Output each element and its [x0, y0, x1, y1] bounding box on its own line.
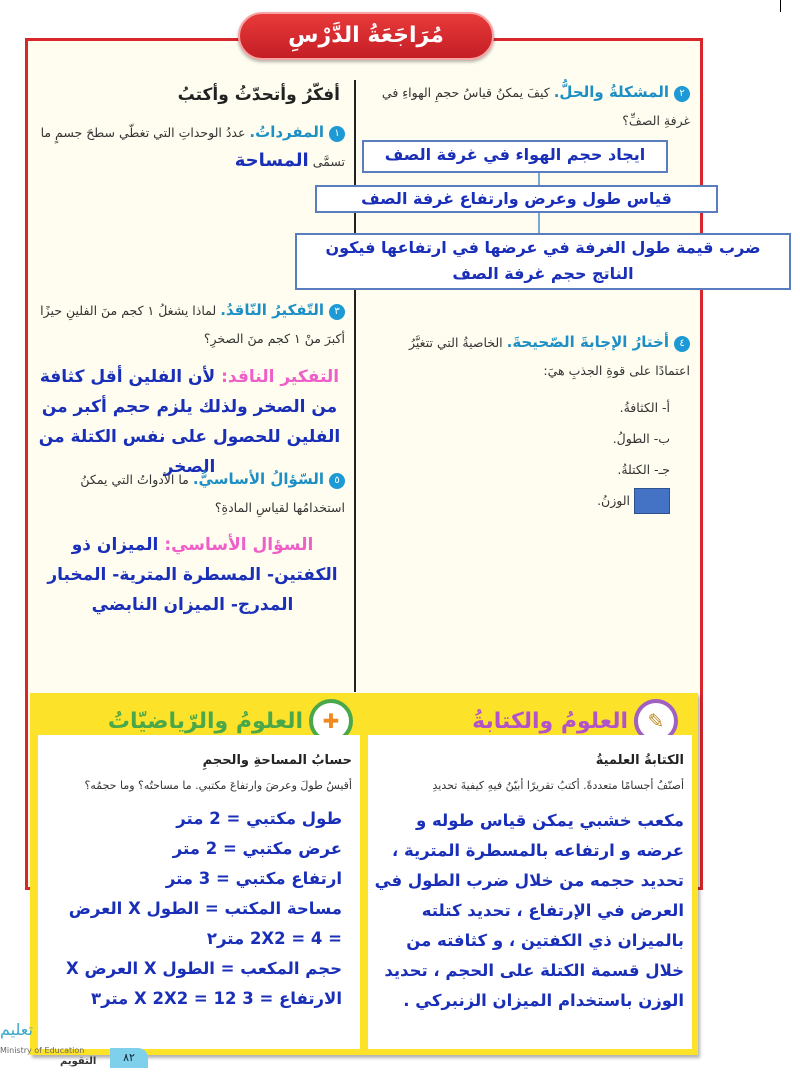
top-right-mark [780, 0, 781, 12]
question-5 [35, 465, 345, 522]
math-line: مساحة المكتب = الطول X العرض [68, 899, 342, 918]
option-d[interactable]: الوزنُ. [500, 485, 670, 516]
question-label: أختارُ الإجابةَ الصّحيحةَ. [506, 333, 669, 351]
number-badge: ١ [329, 126, 345, 142]
question-3 [35, 296, 345, 353]
math-line: = 2X2 = 4 متر٢ [206, 929, 342, 948]
flow-arrow [538, 213, 540, 233]
question-4 [375, 328, 690, 385]
page-title: مُرَاجَعَةُ الدَّرْسِ [238, 12, 494, 60]
math-title: العلومُ والرّياضيّاتُ [107, 708, 303, 734]
writing-answer: مكعب خشبي يمكن قياس طوله و عرضه و ارتفاعه بالمسطرة المترية ، تحديد حجمه من خلال ضرب الطول في العرض في الإرتفاع ، تحديد كتلته بالميزان ذي الكفتين ، و كثافته من خلال قسمة الكتلة على الحجم ، تحديد الوزن باستخدام الميزان الزنبركي . [374, 811, 684, 1010]
question-2 [375, 78, 690, 135]
column-divider [354, 80, 356, 692]
answer-marker [634, 488, 670, 514]
enrichment-section [30, 693, 698, 1055]
number-badge: ٤ [674, 336, 690, 352]
writing-title: العلومُ والكتابةُ [472, 708, 628, 734]
math-subtitle: حسابُ المساحةِ والحجمِ [202, 753, 352, 768]
number-badge: ٥ [329, 473, 345, 489]
question-text: لماذا يشغلُ ١ كجم منَ الفلينِ حيزًا أكبرَ منْ ١ كجم منَ الصخرِ؟ [40, 303, 345, 346]
math-panel [38, 735, 360, 1049]
option-a[interactable]: أ- الكثافةُ. [619, 400, 670, 415]
math-line: ارتفاع مكتبي = 3 متر [165, 869, 342, 888]
question-label: المشكلةُ والحلُّ. [553, 83, 669, 101]
plus-math-icon: ✚ [309, 699, 353, 743]
options-list [500, 392, 670, 516]
flow-step-3: ضرب قيمة طول الغرفة في عرضها في ارتفاعها فيكون الناتج حجم غرفة الصف [295, 233, 791, 290]
pencil-paper-icon: ✎ [634, 699, 678, 743]
number-badge: ٣ [329, 304, 345, 320]
math-line: طول مكتبي = 2 متر [176, 809, 342, 828]
page-number: ٨٢ [110, 1048, 148, 1068]
math-line: الارتفاع = 3 X 2X2 = 12 متر٣ [90, 989, 342, 1008]
math-line: حجم المكعب = الطول X العرض X [66, 959, 342, 978]
question-1 [40, 118, 345, 176]
math-answer [42, 804, 352, 1014]
answer-label: التفكير الناقد: [221, 367, 340, 387]
ministry-logo-text: تعليم [0, 1020, 33, 1039]
flow-arrow [538, 173, 540, 185]
flow-step-1: ايجاد حجم الهواء في غرفة الصف [362, 140, 668, 173]
question-text: الخاصيةُ التي تتغيَّرُ اعتمادًا على قوةِ الجذبِ هيَ: [409, 335, 690, 378]
option-b[interactable]: ب- الطولُ. [612, 431, 670, 446]
number-badge: ٢ [674, 86, 690, 102]
math-prompt: أقيسُ طولَ وعرضَ وارتفاعَ مكتبي. ما مساحتُه؟ وما حجمُه؟ [84, 779, 352, 792]
option-c[interactable]: جـ- الكتلةُ. [617, 462, 670, 477]
writing-panel [368, 735, 692, 1049]
answer-5 [40, 530, 345, 620]
answer-text: لأن الفلين أقل كثافة من الصخر ولذلك يلزم حجم أكبر من الفلين للحصول على نفس الكتلة من الصخر [38, 367, 341, 477]
question-label: المفرداتُ. [249, 123, 324, 141]
answer-text: الميزان ذو الكفتين- المسطرة المترية- المخبار المدرج- الميزان النابضي [47, 535, 338, 615]
writing-subtitle: الكتابةُ العلميةُ [595, 753, 684, 768]
section-heading: أفكّرُ وأتحدّثُ وأكتبُ [177, 85, 340, 105]
question-text: كيفَ يمكنُ قياسُ حجمِ الهواءِ في غرفةِ الصفِّ؟ [381, 85, 690, 128]
question-label: السّؤالُ الأساسيُّ. [192, 470, 324, 488]
answer-text: المساحة [234, 150, 309, 171]
section-label: التقويم [60, 1056, 97, 1067]
question-label: التّفكيرُ النّاقدُ. [220, 301, 324, 319]
answer-label: السؤال الأساسي: [164, 535, 314, 555]
question-text: ما الأدواتُ التي يمكنُ استخدامُها لقياسِ المادةِ؟ [80, 472, 345, 515]
answer-3 [32, 362, 347, 482]
flow-step-2: قياس طول وعرض وارتفاع غرفة الصف [315, 185, 718, 213]
writing-prompt: أصنّفُ أجسامًا متعددةً. أكتبُ تقريرًا أبيّنُ فيهِ كيفيةَ تحديدِ [432, 779, 684, 792]
question-text: عددُ الوحداتِ التي تغطّي سطحَ جسمٍ ما تسمَّى [40, 125, 345, 169]
math-line: عرض مكتبي = 2 متر [172, 839, 342, 858]
ministry-label: Ministry of Education [0, 1046, 85, 1055]
